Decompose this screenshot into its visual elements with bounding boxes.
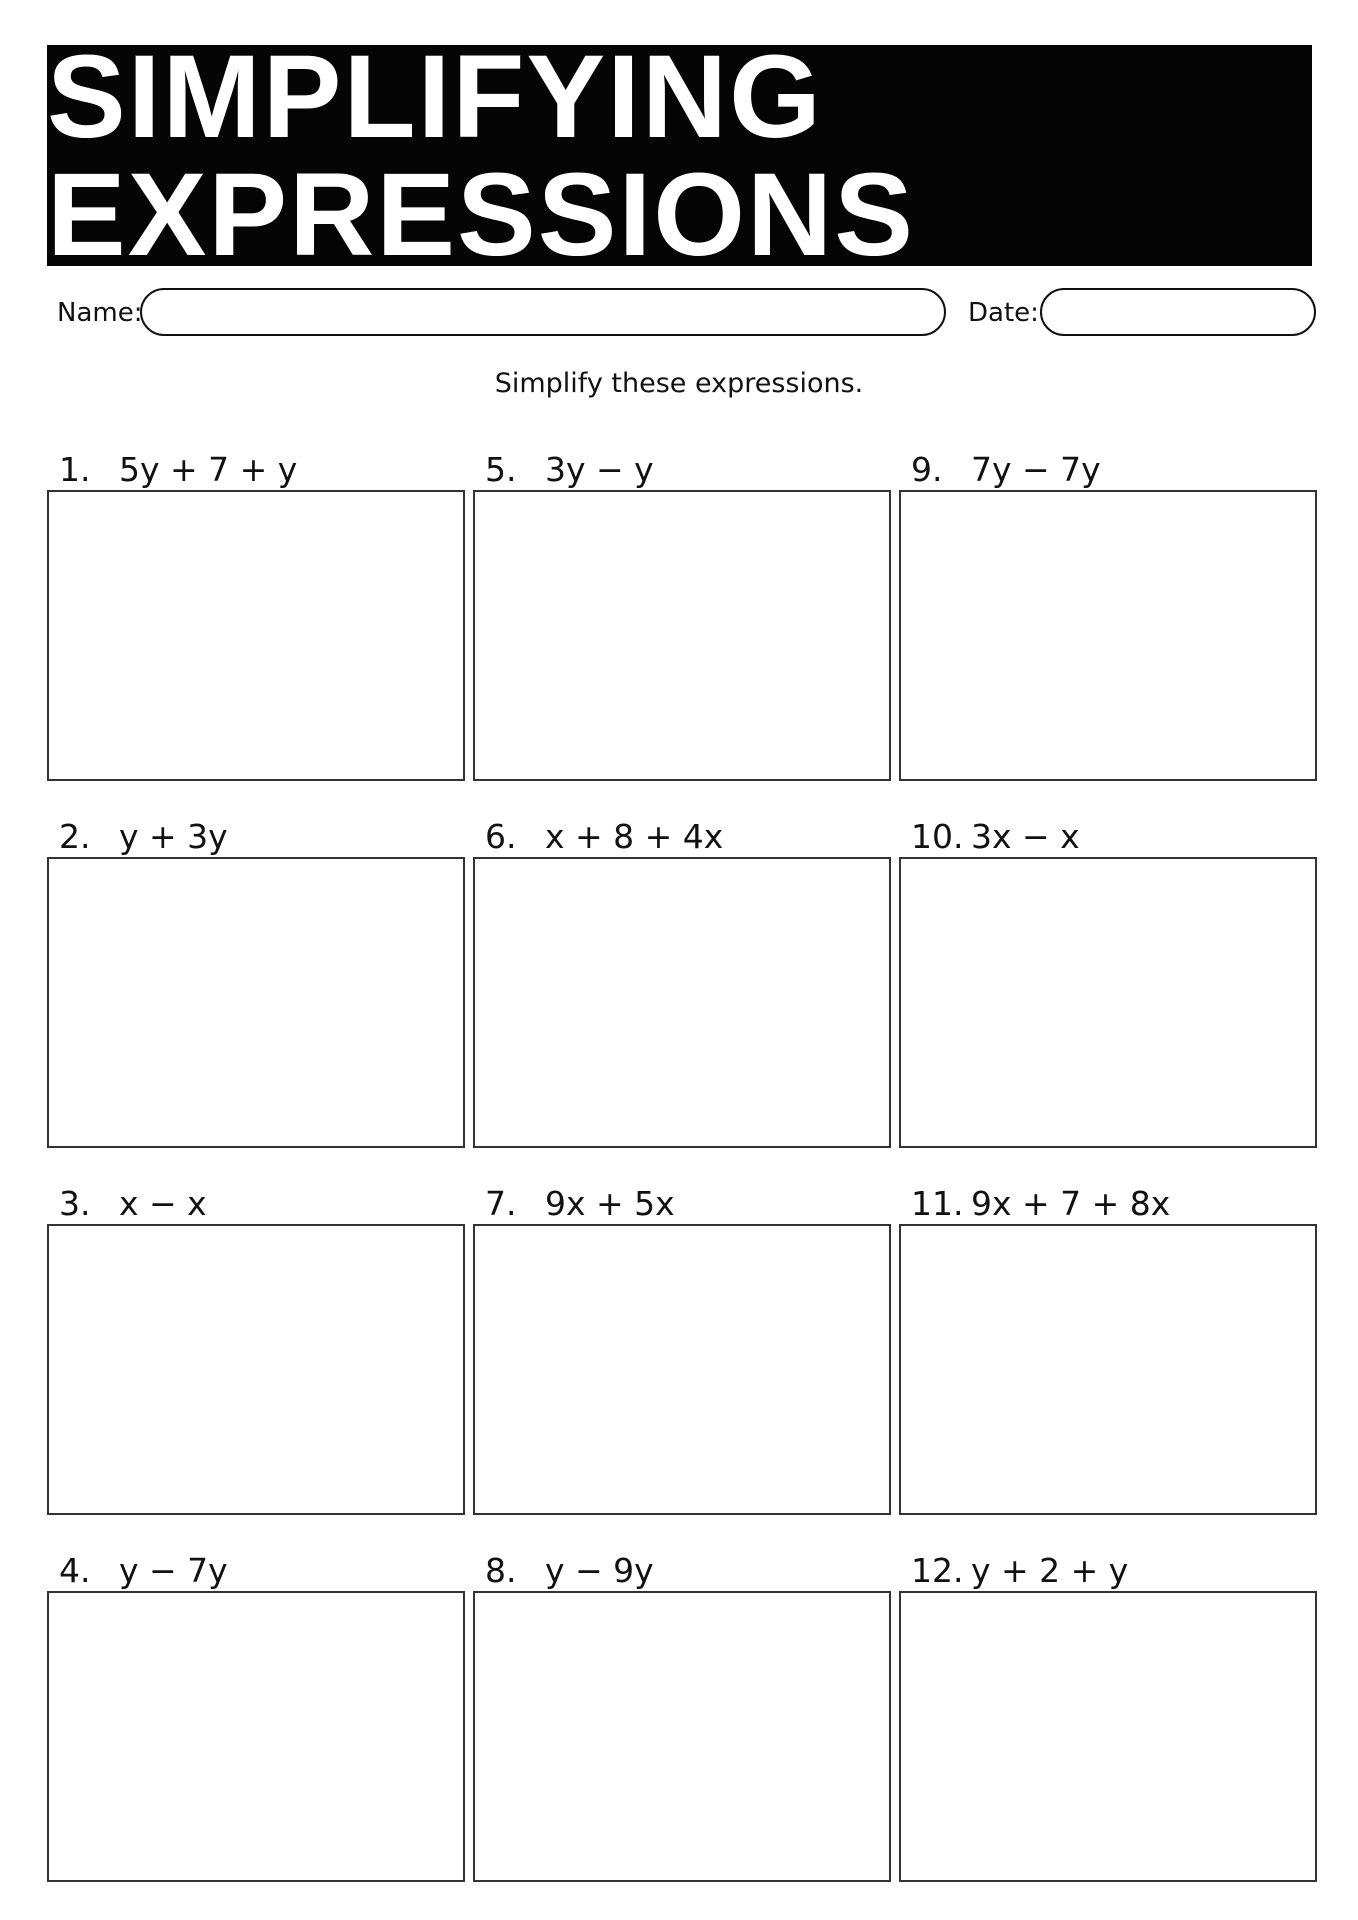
- worksheet-title: SIMPLIFYING EXPRESSIONS: [47, 30, 915, 281]
- problem-header: [911, 1184, 1170, 1223]
- answer-box[interactable]: [47, 1224, 465, 1515]
- instructions: Simplify these expressions.: [494, 368, 864, 399]
- answer-box[interactable]: [47, 1591, 465, 1882]
- answer-box[interactable]: [899, 857, 1317, 1148]
- problem-number: 4.: [59, 1551, 91, 1590]
- problem-number: 1.: [59, 450, 91, 489]
- problem-header: [59, 1551, 228, 1590]
- problem-header: [485, 1184, 675, 1223]
- answer-box[interactable]: [473, 490, 891, 781]
- problem-expression: y + 3y: [119, 817, 228, 856]
- problem-header: [59, 1184, 207, 1223]
- problem-header: [485, 817, 723, 856]
- problem-number: 11.: [911, 1184, 964, 1223]
- problem-number: 5.: [485, 450, 517, 489]
- problem-number: 6.: [485, 817, 517, 856]
- problem-expression: 9x + 7 + 8x: [971, 1184, 1171, 1223]
- problem-expression: y + 2 + y: [971, 1551, 1129, 1590]
- answer-box[interactable]: [899, 490, 1317, 781]
- problem-number: 12.: [911, 1551, 964, 1590]
- problem-number: 2.: [59, 817, 91, 856]
- answer-box[interactable]: [47, 857, 465, 1148]
- problem-expression: 5y + 7 + y: [119, 450, 298, 489]
- problem-header: [911, 817, 1080, 856]
- problem-expression: y − 9y: [545, 1551, 654, 1590]
- problem-header: [911, 1551, 1128, 1590]
- answer-box[interactable]: [473, 857, 891, 1148]
- date-label: Date:: [968, 298, 1039, 328]
- problem-number: 3.: [59, 1184, 91, 1223]
- problem-expression: 3y − y: [545, 450, 654, 489]
- problem-number: 10.: [911, 817, 964, 856]
- problem-number: 7.: [485, 1184, 517, 1223]
- problem-number: 9.: [911, 450, 943, 489]
- problem-header: [911, 450, 1101, 489]
- answer-box[interactable]: [473, 1224, 891, 1515]
- problem-number: 8.: [485, 1551, 517, 1590]
- problem-expression: 7y − 7y: [971, 450, 1101, 489]
- name-label: Name:: [57, 298, 143, 328]
- answer-box[interactable]: [899, 1224, 1317, 1515]
- date-field[interactable]: [1040, 288, 1316, 336]
- problem-expression: 3x − x: [971, 817, 1080, 856]
- problem-header: [485, 450, 654, 489]
- name-field[interactable]: [140, 288, 946, 336]
- problem-expression: y − 7y: [119, 1551, 228, 1590]
- problem-expression: x + 8 + 4x: [545, 817, 724, 856]
- problem-expression: 9x + 5x: [545, 1184, 675, 1223]
- problem-expression: x − x: [119, 1184, 207, 1223]
- problem-header: [485, 1551, 654, 1590]
- problem-header: [59, 817, 228, 856]
- answer-box[interactable]: [899, 1591, 1317, 1882]
- answer-box[interactable]: [473, 1591, 891, 1882]
- title-banner: [47, 30, 1312, 281]
- problem-header: [59, 450, 297, 489]
- answer-box[interactable]: [47, 490, 465, 781]
